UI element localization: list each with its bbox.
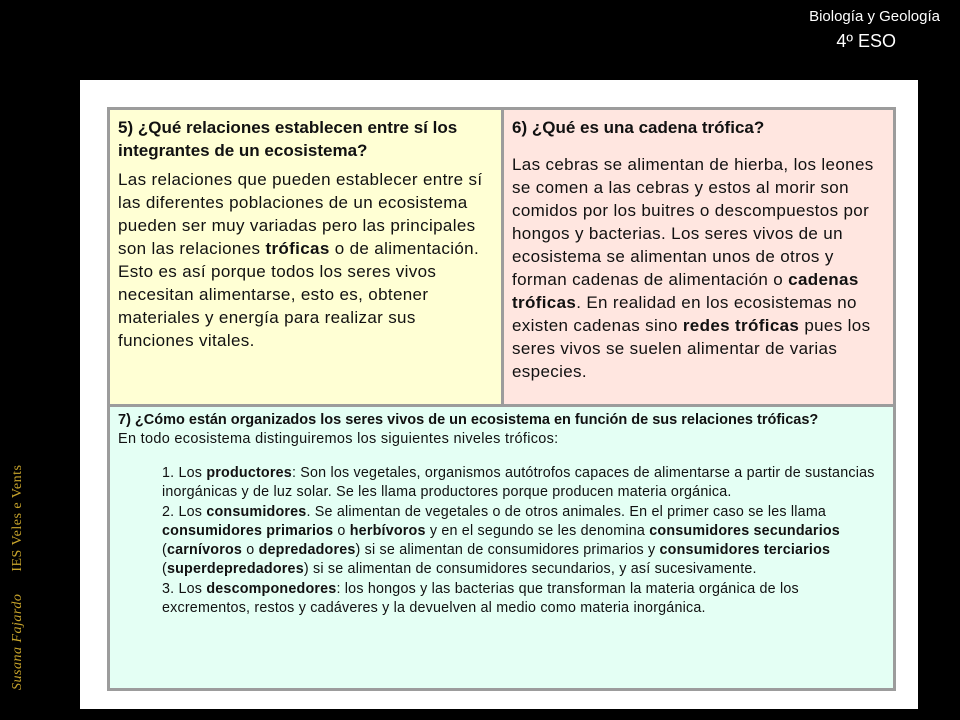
question-table xyxy=(107,107,896,691)
course-level: 4º ESO xyxy=(836,31,896,51)
school-name: IES Veles e Vents xyxy=(10,464,25,572)
question-7-intro: En todo ecosistema distinguiremos los siguientes niveles tróficos: xyxy=(118,431,559,447)
question-5-cell xyxy=(110,110,504,407)
list-item-consumers: 2. Los consumidores. Se alimentan de vegetales o de otros animales. En el primer caso se les llama consumidores primarios o herbívoros y en el segundo se les denomina consumidores secundarios (carnívoros o depredadores) si se alimentan de consumidores primarios y consumidores terciarios (superdepredadores) si se alimentan de consumidores secundarios, y así sucesivamente. xyxy=(162,503,840,578)
list-item-producers: 1. Los productores: Son los vegetales, organismos autótrofos capaces de alimentarse a partir de sustancias inorgánicas y de luz solar. Se les llama productores porque producen materia orgánica. xyxy=(162,465,875,501)
question-7-cell xyxy=(110,407,893,688)
question-5-answer: Las relaciones que pueden establecer entre sí las diferentes poblaciones de un ecosistema pueden ser muy variadas pero las principales son las relaciones tróficas o de alimentación. Esto es así porque todos los seres vivos necesitan alimentarse, esto es, obtener materiales y energía para realizar sus funciones vitales. xyxy=(118,170,483,350)
trophic-levels-list xyxy=(118,464,883,618)
slide-panel xyxy=(80,80,918,709)
question-5-title: 5) ¿Qué relaciones establecen entre sí los integrantes de un ecosistema? xyxy=(118,118,458,160)
question-6-title: 6) ¿Qué es una cadena trófica? xyxy=(512,118,765,137)
side-credit xyxy=(10,380,40,690)
list-item-decomposers: 3. Los descomponedores: los hongos y las bacterias que transforman la materia orgánica de los excrementos, restos y cadáveres y la devuelven al medio como materia inorgánica. xyxy=(162,580,799,617)
subject-title: Biología y Geología xyxy=(809,8,940,25)
question-6-answer: Las cebras se alimentan de hierba, los leones se comen a las cebras y estos al morir son comidos por los buitres o descompuestos por hongos y bacterias. Los seres vivos de un ecosistema se alimentan unos de otros y forman cadenas de alimentación o cadenas tróficas. En realidad en los ecosistemas no existen cadenas sino redes tróficas pues los seres vivos se suelen alimentar de varias especies. xyxy=(512,155,874,381)
question-6-cell xyxy=(504,110,893,407)
author-name: Susana Fajardo xyxy=(10,593,25,690)
question-7-title: 7) ¿Cómo están organizados los seres vivos de un ecosistema en función de sus relaciones tróficas? xyxy=(118,412,819,428)
